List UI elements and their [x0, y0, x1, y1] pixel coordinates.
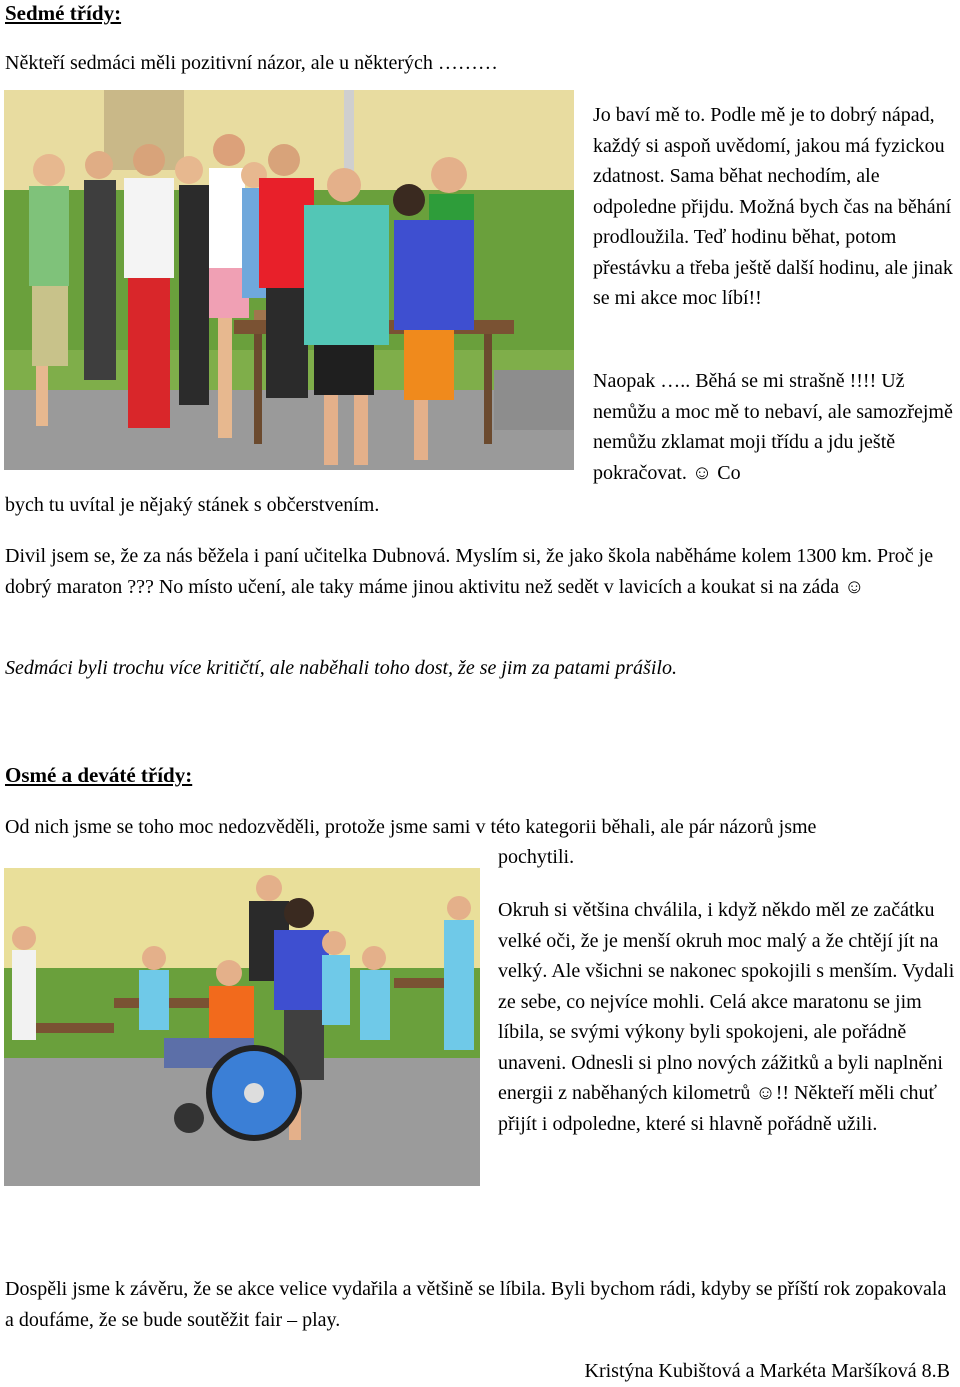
quote-negative: Naopak ….. Běhá se mi strašně !!!! Už nemůžu a moc mě to nebaví, ale samozřejmě nemůžu zklamat moji třídu a jdu ještě pokračovat. ☺ Co: [593, 370, 953, 484]
section1-paragraph: Divil jsem se, že za nás běžela i paní učitelka Dubnová. Myslím si, že jako škola naběháme kolem 1300 km. Proč je dobrý maraton ??? No místo učení, ale taky máme jinou aktivitu než sedět v lavicích a koukat si na záda ☺: [5, 545, 934, 598]
section2-intro: Od nich jsme se toho moc nedozvěděli, protože jsme sami v této kategorii běhali, ale pár názorů jsme: [5, 816, 817, 838]
photo-seventh-grade-runners: [4, 90, 574, 470]
authors: Kristýna Kubištová a Markéta Maršíková 8.B: [584, 1360, 950, 1382]
section-heading-seventh: Sedmé třídy:: [5, 1, 122, 25]
photo-wheelchair-runner: [4, 868, 480, 1186]
quote-negative-continued: bych tu uvítal je nějaký stánek s občerstvením.: [5, 494, 380, 516]
conclusion: Dospěli jsme k závěru, že se akce velice vydařila a většině se líbila. Byli bychom rádi, kdyby se příští rok zopakovala a doufáme, že se bude soutěžit fair – play.: [5, 1278, 947, 1331]
section1-intro: Někteří sedmáci měli pozitivní názor, ale u některých ………: [5, 52, 498, 74]
section2-text: Okruh si většina chválila, i když někdo měl ze začátku velké oči, že je menší okruh moc malý a že chtějí jít na velký. Ale všichni se nakonec spokojili s menším. Vydali ze sebe, co nejvíce mohli. Celá akce maratonu se jim líbila, se svými výkony byli spokojeni, ale pořádně unaveni. Odnesli si plno nových zážitků a byli naplněni energii z naběhaných kilometrů ☺!! Někteří měli chuť přijít i odpoledne, které si hlavně pořádně užili.: [498, 899, 955, 1135]
section1-summary: Sedmáci byli trochu více kritičtí, ale naběhali toho dost, že se jim za patami prášilo.: [5, 657, 677, 679]
section-heading-eighth-ninth: Osmé a deváté třídy:: [5, 763, 193, 787]
section2-intro-continued: pochytili.: [498, 846, 575, 868]
quote-positive: Jo baví mě to. Podle mě je to dobrý nápad, každý si aspoň uvědomí, jakou má fyzickou zdatnost. Sama běhat nechodím, ale odpoledne přijdu. Možná bych čas na běhání prodloužila. Teď hodinu běhat, potom přestávku a třeba ještě další hodinu, ale jinak se mi akce moc líbí!!: [593, 104, 953, 309]
